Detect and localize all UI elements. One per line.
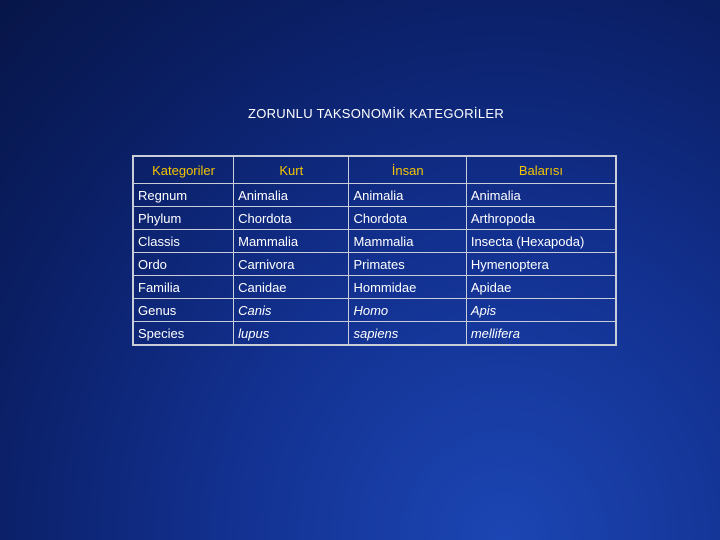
category-cell: Regnum	[133, 184, 234, 207]
kurt-cell: Carnivora	[234, 253, 349, 276]
kurt-cell: Chordota	[234, 207, 349, 230]
insan-cell: Primates	[349, 253, 466, 276]
header-insan: İnsan	[349, 156, 466, 184]
taxonomy-table	[132, 155, 617, 346]
header-kurt: Kurt	[234, 156, 349, 184]
table-row-ordo	[133, 253, 616, 276]
balarisi-cell: Arthropoda	[466, 207, 616, 230]
insan-cell: Animalia	[349, 184, 466, 207]
kurt-cell: lupus	[234, 322, 349, 346]
balarisi-cell: Apidae	[466, 276, 616, 299]
balarisi-cell: Apis	[466, 299, 616, 322]
table-row-phylum	[133, 207, 616, 230]
kurt-cell: Canis	[234, 299, 349, 322]
insan-cell: Homo	[349, 299, 466, 322]
header-balarisi: Balarısı	[466, 156, 616, 184]
insan-cell: Mammalia	[349, 230, 466, 253]
category-cell: Phylum	[133, 207, 234, 230]
balarisi-cell: mellifera	[466, 322, 616, 346]
category-cell: Species	[133, 322, 234, 346]
kurt-cell: Mammalia	[234, 230, 349, 253]
insan-cell: sapiens	[349, 322, 466, 346]
slide-title: ZORUNLU TAKSONOMİK KATEGORİLER	[247, 106, 505, 121]
kurt-cell: Animalia	[234, 184, 349, 207]
insan-cell: Hommidae	[349, 276, 466, 299]
category-cell: Familia	[133, 276, 234, 299]
balarisi-cell: Insecta (Hexapoda)	[466, 230, 616, 253]
table-row-classis	[133, 230, 616, 253]
category-cell: Ordo	[133, 253, 234, 276]
header-kategoriler: Kategoriler	[133, 156, 234, 184]
balarisi-cell: Hymenoptera	[466, 253, 616, 276]
category-cell: Genus	[133, 299, 234, 322]
category-cell: Classis	[133, 230, 234, 253]
table-row-regnum	[133, 184, 616, 207]
table-row-species	[133, 322, 616, 346]
balarisi-cell: Animalia	[466, 184, 616, 207]
table-row-familia	[133, 276, 616, 299]
insan-cell: Chordota	[349, 207, 466, 230]
table-header-row	[133, 156, 616, 184]
kurt-cell: Canidae	[234, 276, 349, 299]
table-row-genus	[133, 299, 616, 322]
